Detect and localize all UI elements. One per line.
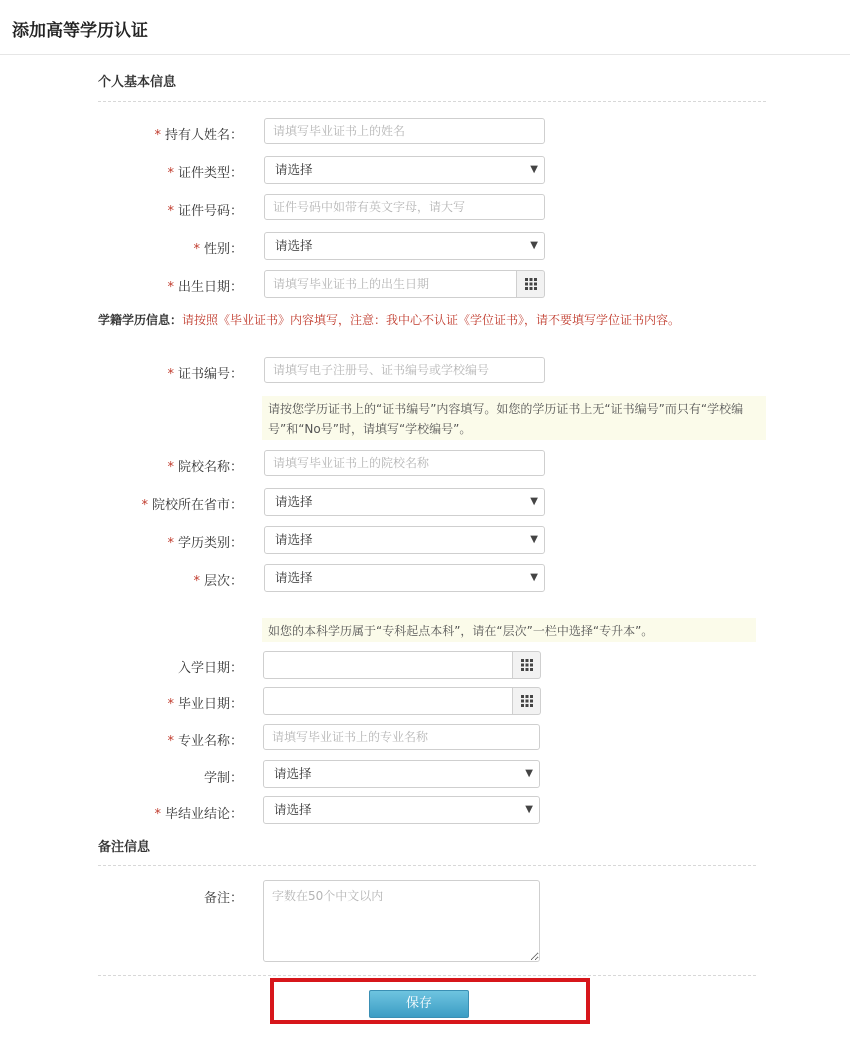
edu-category-label: * 学历类别：: [167, 536, 243, 551]
holder-name-label: * 持有人姓名：: [154, 128, 243, 143]
conclusion-label: * 毕结业结论：: [154, 807, 243, 822]
remark-label: 备注：: [203, 891, 243, 906]
chevron-down-icon: ▼: [530, 572, 538, 583]
form-bottom-divider: [98, 975, 756, 976]
chevron-down-icon: ▼: [525, 804, 533, 815]
section-divider: [98, 865, 756, 866]
section-divider: [98, 101, 766, 102]
level-select[interactable]: 请选择 ▼: [264, 564, 545, 592]
gender-label: * 性别：: [193, 242, 243, 257]
calendar-icon[interactable]: [517, 270, 545, 298]
remark-textarea[interactable]: [263, 880, 540, 962]
cert-number-hint: 请按您学历证书上的“证书编号”内容填写。如您的学历证书上无“证书编号”而只有“学校编号”和“No号”时，请填写“学校编号”。: [262, 396, 766, 440]
chevron-down-icon: ▼: [530, 496, 538, 507]
enroll-date-label: 入学日期：: [177, 661, 243, 676]
school-province-label: * 院校所在省市：: [141, 498, 243, 513]
duration-label: 学制：: [203, 771, 243, 786]
birth-date-picker: [264, 270, 545, 298]
school-name-input[interactable]: [264, 450, 545, 476]
gender-select[interactable]: 请选择 ▼: [264, 232, 545, 260]
id-number-label: * 证件号码：: [167, 204, 243, 219]
id-number-input[interactable]: [264, 194, 545, 220]
grad-date-picker: [263, 687, 541, 715]
chevron-down-icon: ▼: [530, 240, 538, 251]
level-hint: 如您的本科学历属于“专科起点本科”，请在“层次”一栏中选择“专升本”。: [262, 618, 756, 642]
edu-category-select[interactable]: 请选择 ▼: [264, 526, 545, 554]
section-remarks-title: 备注信息: [98, 840, 151, 855]
school-name-label: * 院校名称：: [167, 460, 243, 475]
save-button[interactable]: 保存: [369, 990, 469, 1018]
calendar-icon[interactable]: [513, 687, 541, 715]
major-input[interactable]: [263, 724, 540, 750]
chevron-down-icon: ▼: [530, 164, 538, 175]
id-type-label: * 证件类型：: [167, 166, 243, 181]
grad-date-input[interactable]: [263, 687, 513, 715]
level-label: * 层次：: [193, 574, 243, 589]
birth-date-input[interactable]: [264, 270, 517, 298]
holder-name-input[interactable]: [264, 118, 545, 144]
page-header: [0, 0, 850, 55]
chevron-down-icon: ▼: [525, 768, 533, 779]
chevron-down-icon: ▼: [530, 534, 538, 545]
school-province-select[interactable]: 请选择 ▼: [264, 488, 545, 516]
conclusion-select[interactable]: 请选择 ▼: [263, 796, 540, 824]
enroll-date-input[interactable]: [263, 651, 513, 679]
birth-date-label: * 出生日期：: [167, 280, 243, 295]
page-title: 添加高等学历认证: [12, 21, 148, 41]
calendar-icon[interactable]: [513, 651, 541, 679]
cert-number-input[interactable]: [264, 357, 545, 383]
cert-number-label: * 证书编号：: [167, 367, 243, 382]
duration-select[interactable]: 请选择 ▼: [263, 760, 540, 788]
id-type-select[interactable]: 请选择 ▼: [264, 156, 545, 184]
major-label: * 专业名称：: [167, 734, 243, 749]
grad-date-label: * 毕业日期：: [167, 697, 243, 712]
enroll-date-picker: [263, 651, 541, 679]
section-personal-title: 个人基本信息: [98, 75, 177, 90]
education-notice: 学籍学历信息：请按照《毕业证书》内容填写，注意：我中心不认证《学位证书》，请不要填写学位证书内容。: [98, 313, 681, 327]
